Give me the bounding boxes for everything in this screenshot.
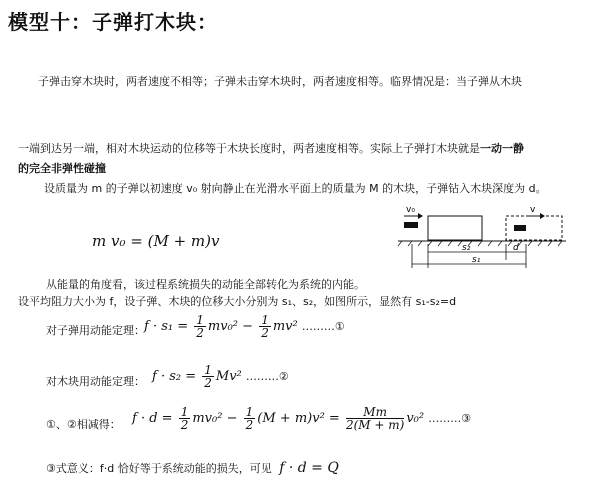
eq2-lhs: f · s₂ = [152,369,197,384]
eq3-frac1: $\frac{1}{2}$ [180,405,189,432]
eq2-tail: ………② [245,370,289,383]
para-setup: 设质量为 m 的子弹以初速度 v₀ 射向静止在光滑水平面上的质量为 M 的木块，子弹钻入木块深度为 d。 [44,182,547,195]
eq1-tail: ………① [301,320,345,333]
eq3-tail: ………③ [428,412,472,425]
eq1-op: − [242,319,254,334]
para-displacement: 设平均阻力大小为 f，设子弹、木块的位移大小分别为 s₁、s₂，如图所示，显然有 s₁-s₂=d [18,295,457,308]
eq1-label: 对子弹用动能定理： [46,324,145,337]
equation-1 [144,314,345,339]
eq3-result-var: v₀² [406,411,425,426]
diagram-d-label: d [513,243,519,253]
eq3-term2: (M + m)v² = [257,411,340,426]
eq3-frac2: $\frac{1}{2}$ [245,405,254,432]
momentum-equation [92,232,219,250]
eq1-frac2: $\frac{1}{2}$ [261,313,269,340]
v0-arrowhead [418,213,423,219]
eq3-label: ①、②相减得： [46,418,121,431]
ground-hatching [398,241,562,246]
block-initial [428,216,482,240]
eq1-term1: mv₀² [207,319,239,334]
eq1-lhs: f · s₁ = [144,319,189,334]
diagram-v-label: v [530,205,536,215]
eq3-term1: mv₀² [192,411,223,426]
eq3-lhs: f · d = [132,411,173,426]
para-energy: 从能量的角度看，该过程系统损失的动能全部转化为系统的内能。 [46,278,365,291]
bullet-initial [404,222,418,228]
eq3-frac-result: $\frac{Mm}{2(M + m)}$ [345,405,405,432]
bullet-final [514,225,526,231]
eq1-term2: mv² [272,319,298,334]
meaning-line [46,460,339,476]
page-title: 模型十：子弹打木块： [8,10,218,34]
para-critical-bold: 一动一静 [480,142,524,155]
diagram-s2-label: s₂ [462,243,471,253]
para-penetration: 子弹击穿木块时，两者速度不相等；子弹未击穿木块时，两者速度相等。临界情况是：当子弹从木块 [38,75,522,88]
para-inelastic: 的完全非弹性碰撞 [18,162,106,175]
eq2-label: 对木块用动能定理： [46,375,145,388]
meaning-equation: f · d = Q [279,460,339,476]
diagram-v0-label: v₀ [406,205,415,215]
v-arrowhead [540,213,545,219]
meaning-text: ③式意义：f·d 恰好等于系统动能的损失，可见 [46,462,272,475]
equation-3 [132,406,471,431]
bullet-block-diagram [396,198,568,270]
equation-2 [152,364,289,389]
para-critical-text: 一端到达另一端，相对木块运动的位移等于木块长度时，两者速度相等。实际上子弹打木块就是 [18,142,480,155]
momentum-rhs: (M + m)v [147,232,220,250]
eq3-op: − [226,411,238,426]
diagram-s1-label: s₁ [472,255,481,265]
para-critical [18,140,524,156]
eq2-frac: $\frac{1}{2}$ [204,363,212,390]
momentum-lhs: m v₀ = [92,232,143,250]
eq1-frac1: $\frac{1}{2}$ [196,313,204,340]
eq2-term: Mv² [215,369,242,384]
